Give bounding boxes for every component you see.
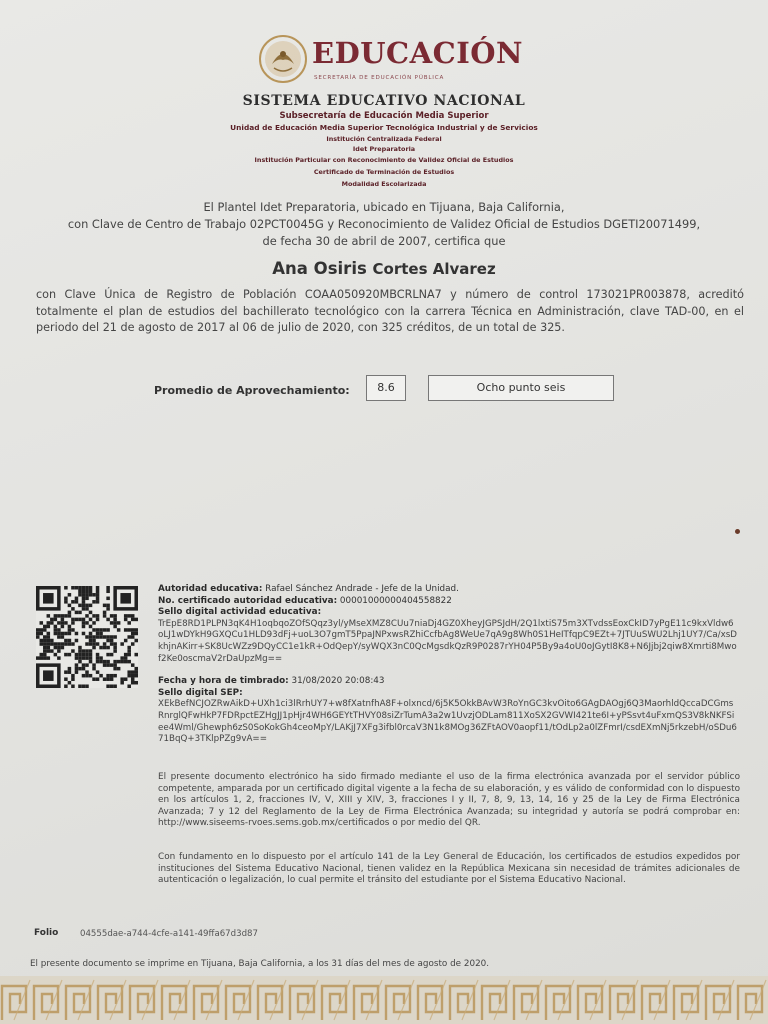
student-given-names: Ana Osiris: [272, 259, 367, 278]
legal-paragraph-1: El presente documento electrónico ha sido firmado mediante el uso de la firma electrónica avanzada por el servidor público competente, amparada por un certificado digital vigente a la fecha de su elaboración, y es válido de conformidad con lo dispuesto en los artículos 1, 2, fracciones IV, V, XIII y XIV, 3, fracciones I y II, 7, 8, 9, 13, 14, 16 y 25 de la Ley de Firma Electrónica Avanzada; 7 y 12 del Reglamento de la Ley de Firma Electrónica Avanzada; su integridad y autoría se podrá comprobar en: http://www.siseems-rvoes.sems.gob.mx/certificados o por medio del QR.: [158, 772, 740, 829]
student-name: [0, 259, 768, 278]
folio-value: 04555dae-a744-4cfe-a141-49ffa67d3d87: [80, 929, 258, 939]
print-location-note: El presente documento se imprime en Tijuana, Baja California, a los 31 días del mes de agosto de 2020.: [30, 959, 490, 969]
decorative-border: [0, 976, 768, 1024]
cert-no-row: [158, 596, 738, 608]
legal-paragraph-2: Con fundamento en lo dispuesto por el artículo 141 de la Ley General de Educación, los certificados de estudios expedidos por instituciones del Sistema Educativo Nacional, tienen validez en la República Mexicana sin necesidad de trámites adicionales de autenticación o legalización, lo cual permite el tránsito del estudiante por el Sistema Educativo Nacional.: [158, 852, 740, 886]
eagle-seal-icon: [258, 34, 308, 84]
digital-seal-value: TrEpE8RD1PLPN3qK4H1oqbqoZOfSQqz3yl/yMseXMZ8CUu7niaDj4GZ0XheyJGPSJdH/2Q1lxtiS75m3XTvdssEoxCkID7yPgE11c9kxVldw6oLJ1wDYkH9GXQCu1HLD93dFj+uoL3O7gmT5PpaJNPxwsRZhiCcfbAg8WeUe7qA9g8Wh0S1HeITfqpC9EZt+7JTUuSWU2Lhj1UY7/Ca/xsDkhjnAKirr+SK8UcWZz9DQyCC1e1kR+OdQepY/syWQX3nC0QcMgsdkQzR9P0287rYH04P5By9a4oU0oJGytI8K8+N6Jjbj2qiw8Xmrti8Mwof2Ke0oscmaV2rDaUpzMg==: [158, 618, 737, 664]
subsecretaria: Subsecretaría de Educación Media Superior: [279, 111, 489, 121]
header-line-1: Institución Centralizada Federal: [326, 135, 442, 143]
header-line-4: Certificado de Terminación de Estudios: [313, 168, 455, 176]
intro-line-3: de fecha 30 de abril de 2007, certifica que: [262, 234, 506, 248]
folio-label: Folio: [34, 928, 59, 938]
student-surnames: Cortes Alvarez: [372, 260, 496, 278]
ink-dot: [735, 529, 740, 534]
header-line-3: Institución Particular con Reconocimiento de Validez Oficial de Estudios: [254, 156, 514, 164]
sep-logo: [258, 34, 524, 86]
header-line-2: Idet Preparatoria: [352, 145, 416, 153]
brand-subtitle: SECRETARÍA DE EDUCACIÓN PÚBLICA: [314, 75, 445, 81]
intro-line-1: El Plantel Idet Preparatoria, ubicado en Tijuana, Baja California,: [203, 200, 565, 214]
cert-no-value: 00001000000404558822: [339, 595, 452, 606]
average-words: Ocho punto seis: [428, 375, 614, 401]
authority-value: Rafael Sánchez Andrade - Jefe de la Unidad.: [265, 584, 459, 594]
header-line-5: Modalidad Escolarizada: [341, 180, 427, 188]
authority-label: Autoridad educativa:: [158, 584, 263, 594]
brand-title: EDUCACIÓN: [312, 36, 524, 70]
cert-no-label: No. certificado autoridad educativa:: [158, 595, 338, 606]
system-title: SISTEMA EDUCATIVO NACIONAL: [242, 93, 526, 109]
accreditation-paragraph: con Clave Única de Registro de Población COAA050920MBCRLNA7 y número de control 173021PR003878, acreditó totalmente el plan de estudios del bachillerato tecnológico con la carrera Técnica en Administración, clave TAD-00, en el periodo del 21 de agosto de 2017 al 06 de julio de 2020, con 325 créditos, de un total de 325.: [36, 288, 744, 335]
unidad: Unidad de Educación Media Superior Tecnológica Industrial y de Servicios: [230, 123, 538, 132]
digital-seals: [158, 584, 738, 746]
average-label: Promedio de Aprovechamiento:: [154, 384, 350, 397]
average-value: 8.6: [366, 375, 406, 401]
sep-seal-label: Sello digital SEP:: [158, 687, 243, 698]
stamp-label: Fecha y hora de timbrado:: [158, 676, 289, 687]
digital-seal-label: Sello digital actividad educativa:: [158, 607, 322, 618]
authority-row: [158, 584, 738, 596]
intro-line-2: con Clave de Centro de Trabajo 02PCT0045G y Reconocimiento de Validez Oficial de Estudios DGETI20071499,: [67, 217, 701, 231]
intro-paragraph: [0, 199, 768, 250]
qr-code-icon[interactable]: [36, 586, 138, 688]
sep-seal-value: XEkBefNCJOZRwAikD+UXh1ci3lRrhUY7+w8fXatnfhA8F+olxncd/6j5K5OkkBAvW3RoYnGC3kvOito6GAgDAOgj6Q3MaorhldQccaDCGmsRnrglQFwHkP7FDRpctEZHgJJ1pHjr4WH6GEYtTHVY08siZrTumA3a2w1UvzjODLam811XoSX2GVWI421te6I+yPSsvt4uFxmQS3V8kNKFSiee4Wml/Ghewph6zS0SoKokGh4ceoMpY/LAKjJ7XFg3ifbl0rcaV3N1k8MOg36ZFtAOV0aopf11/tOdLp2a0lZFmrI/csdEXmNj5rkzebH/oSDu671BqQ+3TKlpPZg9vA==: [158, 699, 737, 745]
stamp-row: [158, 676, 738, 688]
stamp-value: 31/08/2020 20:08:43: [291, 676, 385, 687]
